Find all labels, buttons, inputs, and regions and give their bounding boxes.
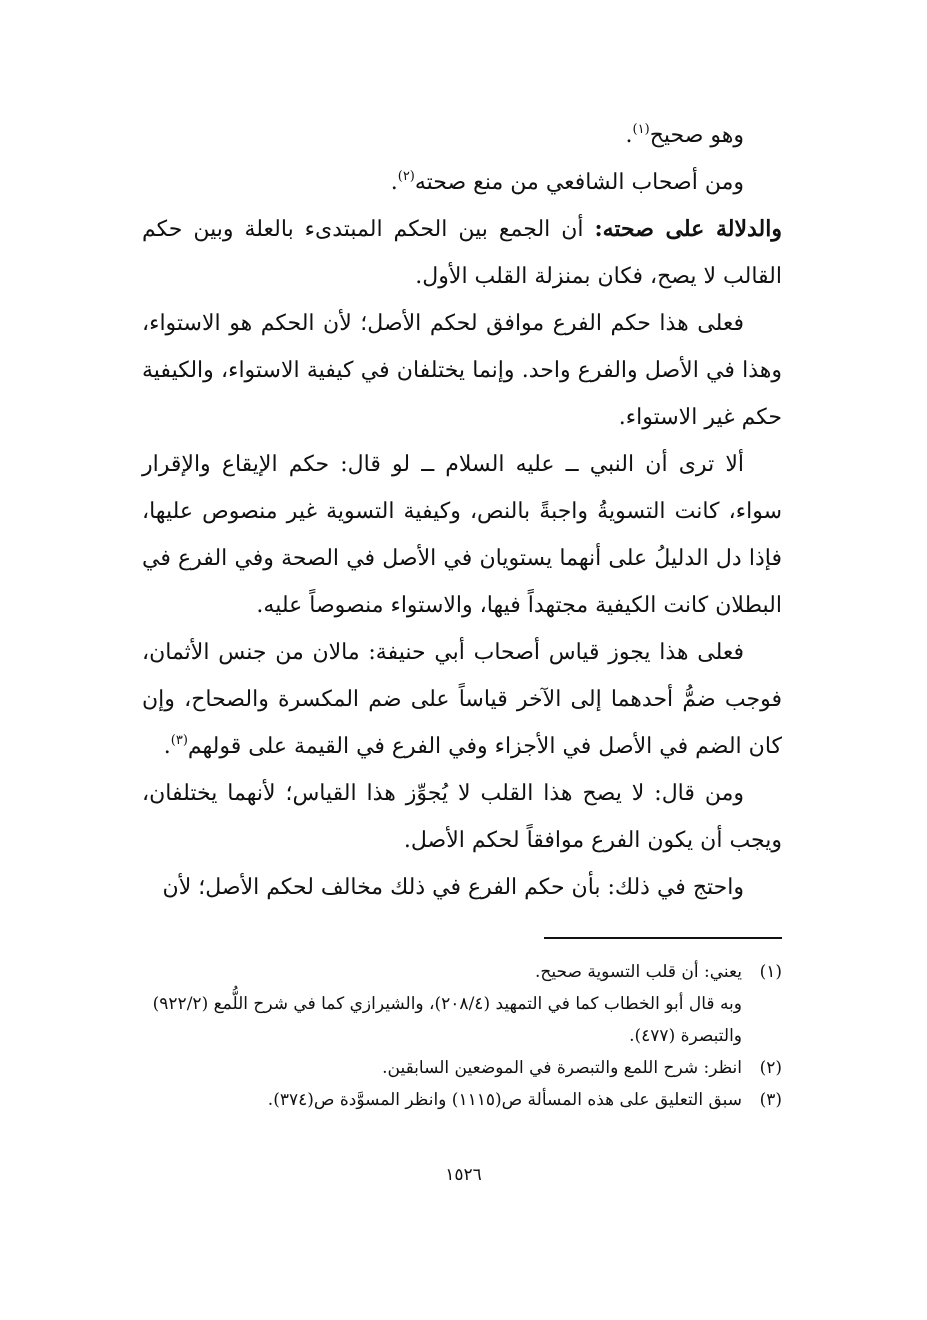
footnote-2 xyxy=(142,1052,782,1084)
footnote-1-continuation: وبه قال أبو الخطاب كما في التمهيد (٢٠٨/٤)، والشيرازي كما في شرح اللُّمع (٩٢٢/٢) والتبصرة (٤٧٧). xyxy=(152,994,742,1046)
footnote-ref-1: (١) xyxy=(632,122,650,137)
paragraph-text: أن الجمع بين الحكم المبتدىء بالعلة وبين حكم القالب لا يصح، فكان بمنزلة القلب الأول. xyxy=(142,217,782,289)
footnote-divider xyxy=(544,937,782,939)
paragraph-tail: . xyxy=(625,123,633,148)
footnote-text: سبق التعليق على هذه المسألة ص(١١١٥) وانظر المسوَّدة ص(٣٧٤). xyxy=(267,1090,742,1110)
paragraph-text: وهو صحيح xyxy=(649,123,744,148)
footnote-ref-2: (٢) xyxy=(397,169,415,184)
paragraph-6 xyxy=(142,629,782,770)
footnote-ref-3: (٣) xyxy=(170,733,188,748)
paragraph-heading: والدلالة على صحته: xyxy=(594,216,782,242)
paragraph-text: فعلى هذا حكم الفرع موافق لحكم الأصل؛ لأن الحكم هو الاستواء، وهذا في الأصل والفرع واحد. وإنما يختلفان في كيفية الاستواء، والكيفية حكم غير الاستواء. xyxy=(142,311,782,430)
page-number: ١٥٢٦ xyxy=(445,1165,482,1185)
paragraph-text: ألا ترى أن النبي ــ عليه السلام ــ لو قال: حكم الإيقاع والإقرار سواء، كانت التسويةُ واجبةً بالنص، وكيفية التسوية غير منصوص عليها، فإذا دل الدليلُ على أنهما يستويان في الأصل في الصحة وفي الفرع في البطلان كانت الكيفية مجتهداً فيها، والاستواء منصوصاً عليه. xyxy=(142,452,782,618)
main-text xyxy=(142,112,782,911)
paragraph-2 xyxy=(142,159,782,206)
footnote-text: انظر: شرح اللمع والتبصرة في الموضعين السابقين. xyxy=(382,1058,742,1078)
paragraph-text: ومن قال: لا يصح هذا القلب لا يُجوِّز هذا القياس؛ لأنهما يختلفان، ويجب أن يكون الفرع موافقاً لحكم الأصل. xyxy=(142,781,782,853)
footnote-text: يعني: أن قلب التسوية صحيح. xyxy=(535,962,742,982)
footnote-3 xyxy=(142,1084,782,1116)
paragraph-text: ومن أصحاب الشافعي من منع صحته xyxy=(414,170,744,195)
footnote-number: (٢) xyxy=(759,1058,782,1078)
paragraph-7 xyxy=(142,770,782,864)
paragraph-tail: . xyxy=(163,734,171,759)
paragraph-text: فعلى هذا يجوز قياس أصحاب أبي حنيفة: مالان من جنس الأثمان، فوجب ضمُّ أحدهما إلى الآخر قياساً على ضم المكسرة والصحاح، وإن كان الضم في الأصل في الأجزاء وفي الفرع في القيمة على قولهم xyxy=(142,640,782,759)
paragraph-tail: . xyxy=(390,170,398,195)
paragraph-4 xyxy=(142,300,782,441)
paragraph-5 xyxy=(142,441,782,629)
footnote-number: (٣) xyxy=(759,1090,782,1110)
footnote-number: (١) xyxy=(759,962,782,982)
paragraph-3 xyxy=(142,206,782,300)
footnote-1 xyxy=(142,956,782,988)
footnotes xyxy=(142,956,782,1116)
paragraph-8 xyxy=(142,864,782,911)
paragraph-1 xyxy=(142,112,782,159)
paragraph-text: واحتج في ذلك: بأن حكم الفرع في ذلك مخالف لحكم الأصل؛ لأن xyxy=(162,875,744,900)
